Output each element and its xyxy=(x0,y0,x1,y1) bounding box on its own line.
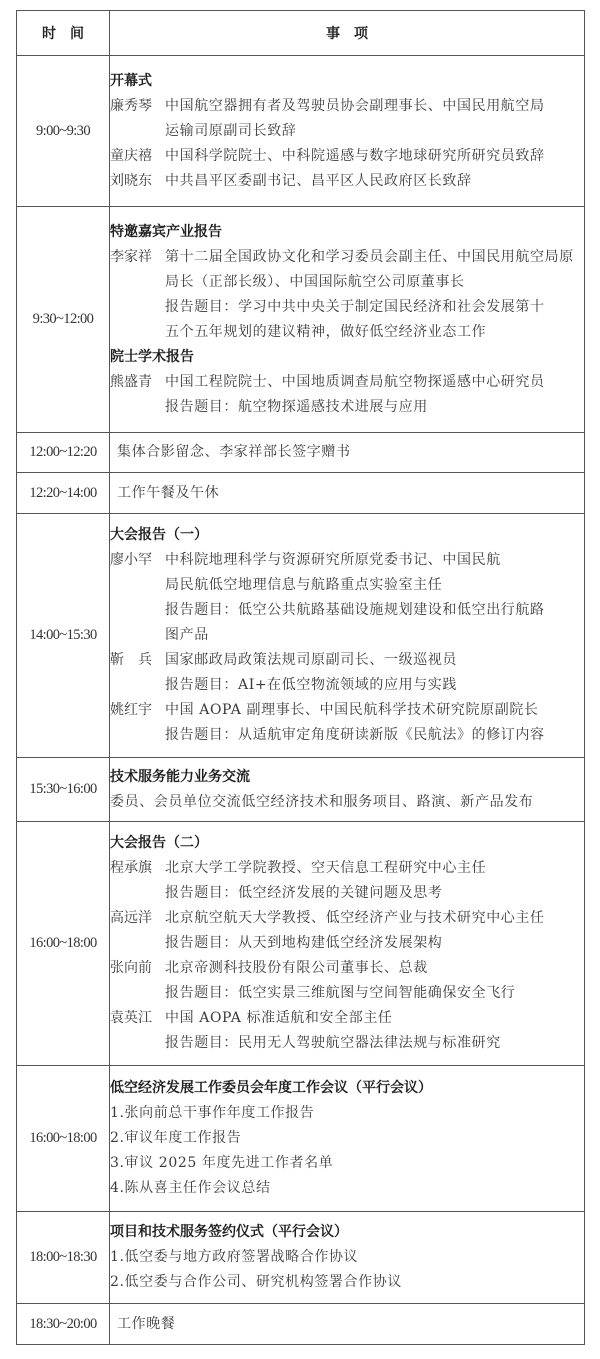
agenda-item: 2.审议年度工作报告 xyxy=(110,1130,242,1146)
speaker-entry xyxy=(110,370,584,420)
detail-line: 中国 AOPA 副理事长、中国民航科学技术研究院原副院长 xyxy=(165,702,539,718)
speaker-name: 童庆禧 xyxy=(110,147,152,164)
speaker-details xyxy=(165,906,584,956)
agenda-section xyxy=(110,831,584,1056)
item-cell xyxy=(110,1066,585,1212)
detail-line: 运输司原副司长致辞 xyxy=(165,122,297,139)
agenda-item: 委员、会员单位交流低空经济技术和服务项目、路演、新产品发布 xyxy=(110,793,534,810)
detail-line: 中国航空器拥有者及驾驶员协会副理事长、中国民用航空局 xyxy=(165,97,545,114)
table-row xyxy=(17,473,585,514)
speaker-details xyxy=(165,856,584,906)
table-row xyxy=(17,207,585,433)
agenda-item: 2.低空委与合作公司、研究机构签署合作协议 xyxy=(110,1274,402,1290)
detail-line: 北京航空航天大学教授、低空经济产业与技术研究中心主任 xyxy=(165,910,545,926)
speaker-name: 高远洋 xyxy=(110,910,152,926)
agenda-body xyxy=(17,56,585,1345)
time-cell: 9:30~12:00 xyxy=(17,207,110,433)
detail-line: 国家邮政局政策法规司原副司长、一级巡视员 xyxy=(165,652,457,668)
item-cell xyxy=(110,514,585,758)
speaker-name: 廖小罕 xyxy=(110,552,152,568)
agenda-section xyxy=(110,345,584,420)
time-cell: 16:00~18:00 xyxy=(17,1066,110,1212)
speaker-entry xyxy=(110,169,584,194)
detail-line: 报告题目：航空物探遥感技术进展与应用 xyxy=(165,398,428,415)
time-cell: 15:30~16:00 xyxy=(17,758,110,822)
speaker-name: 李家祥 xyxy=(110,248,152,265)
item-text: 集体合影留念、李家祥部长签字赠书 xyxy=(117,444,351,460)
detail-line: 北京大学工学院教授、空天信息工程研究中心主任 xyxy=(165,860,487,876)
agenda-section xyxy=(110,765,584,815)
table-row xyxy=(17,1212,585,1304)
table-row xyxy=(17,1304,585,1345)
time-cell: 16:00~18:00 xyxy=(17,822,110,1066)
detail-line: 报告题目：AI+在低空物流领域的应用与实践 xyxy=(165,677,457,693)
speaker-entry xyxy=(110,648,584,698)
item-cell xyxy=(110,433,585,473)
detail-line: 第十二届全国政协文化和学习委员会副主任、中国民用航空局原 xyxy=(165,248,574,265)
speaker-entry xyxy=(110,906,584,956)
agenda-item: 1.低空委与地方政府签署战略合作协议 xyxy=(110,1249,359,1265)
time-cell: 12:00~12:20 xyxy=(17,433,110,473)
speaker-name: 袁英江 xyxy=(110,1010,152,1026)
agenda-item: 1.张向前总干事作年度工作报告 xyxy=(110,1105,315,1121)
agenda-table xyxy=(16,10,585,1345)
section-title: 开幕式 xyxy=(110,72,152,89)
time-cell: 18:30~20:00 xyxy=(17,1304,110,1345)
agenda-section xyxy=(110,1220,584,1295)
speaker-name: 熊盛青 xyxy=(110,373,152,390)
table-row xyxy=(17,514,585,758)
speaker-name: 廉秀琴 xyxy=(110,97,152,114)
speaker-name: 姚红宇 xyxy=(110,702,152,718)
detail-line: 局长（正部长级）、中国国际航空公司原董事长 xyxy=(165,273,465,290)
speaker-entry xyxy=(110,1006,584,1056)
speaker-entry xyxy=(110,245,584,345)
section-title: 技术服务能力业务交流 xyxy=(110,768,250,785)
agenda-item: 4.陈从喜主任作会议总结 xyxy=(110,1180,271,1196)
item-cell xyxy=(110,1304,585,1345)
header-time: 时间 xyxy=(17,11,110,56)
speaker-details xyxy=(165,698,584,748)
speaker-details xyxy=(165,94,584,144)
detail-line: 报告题目：从适航审定角度研读新版《民航法》的修订内容 xyxy=(165,727,545,743)
table-row xyxy=(17,822,585,1066)
detail-line: 报告题目：低空实景三维航图与空间智能确保安全飞行 xyxy=(165,985,516,1001)
speaker-details xyxy=(165,956,584,1006)
item-cell xyxy=(110,207,585,433)
time-cell: 9:00~9:30 xyxy=(17,56,110,207)
detail-line: 报告题目：学习中共中央关于制定国民经济和社会发展第十 xyxy=(165,298,545,315)
speaker-entry xyxy=(110,698,584,748)
detail-line: 中国科学院院士、中科院遥感与数字地球研究所研究员致辞 xyxy=(165,147,545,164)
detail-line: 中科院地理科学与资源研究所原党委书记、中国民航 xyxy=(165,552,501,568)
speaker-name: 程承旗 xyxy=(110,860,152,876)
speaker-entry xyxy=(110,94,584,144)
speaker-name: 张向前 xyxy=(110,960,152,976)
section-title: 大会报告（二） xyxy=(110,835,208,851)
item-text: 工作午餐及午休 xyxy=(117,484,220,501)
detail-line: 局民航低空地理信息与航路重点实验室主任 xyxy=(165,577,443,593)
detail-line: 报告题目：从天到地构建低空经济发展架构 xyxy=(165,935,443,951)
item-cell xyxy=(110,1212,585,1304)
detail-line: 五个五年规划的建议精神，做好低空经济业态工作 xyxy=(165,323,487,340)
speaker-details xyxy=(165,169,584,194)
speaker-entry xyxy=(110,956,584,1006)
speaker-name: 靳 兵 xyxy=(110,652,152,668)
table-row xyxy=(17,56,585,207)
table-row xyxy=(17,758,585,822)
table-row xyxy=(17,433,585,473)
section-title: 低空经济发展工作委员会年度工作会议（平行会议） xyxy=(110,1080,432,1096)
time-cell: 14:00~15:30 xyxy=(17,514,110,758)
header-row xyxy=(17,11,585,56)
time-cell: 12:20~14:00 xyxy=(17,473,110,514)
detail-line: 中国工程院院士、中国地质调查局航空物探遥感中心研究员 xyxy=(165,373,545,390)
speaker-details xyxy=(165,370,584,420)
agenda-section xyxy=(110,1076,584,1201)
section-title: 院士学术报告 xyxy=(110,348,194,365)
detail-line: 报告题目：低空公共航路基础设施规划建设和低空出行航路 xyxy=(165,602,545,618)
agenda-item: 3.审议 2025 年度先进工作者名单 xyxy=(110,1155,334,1171)
detail-line: 报告题目：低空经济发展的关键问题及思考 xyxy=(165,885,443,901)
item-cell xyxy=(110,758,585,822)
table-row xyxy=(17,1066,585,1212)
speaker-entry xyxy=(110,856,584,906)
section-title: 项目和技术服务签约仪式（平行会议） xyxy=(110,1224,348,1240)
speaker-details xyxy=(165,1006,584,1056)
agenda-section xyxy=(110,523,584,748)
detail-line: 中国 AOPA 标准适航和安全部主任 xyxy=(165,1010,393,1026)
item-cell xyxy=(110,56,585,207)
speaker-name: 刘晓东 xyxy=(110,172,152,189)
agenda-section xyxy=(110,220,584,345)
speaker-details xyxy=(165,144,584,169)
section-title: 大会报告（一） xyxy=(110,527,208,543)
detail-line: 图产品 xyxy=(165,627,209,643)
speaker-entry xyxy=(110,144,584,169)
item-text: 工作晚餐 xyxy=(117,1315,176,1332)
agenda-section xyxy=(110,69,584,194)
detail-line: 中共昌平区委副书记、昌平区人民政府区长致辞 xyxy=(165,172,472,189)
detail-line: 北京帝测科技股份有限公司董事长、总裁 xyxy=(165,960,428,976)
speaker-entry xyxy=(110,548,584,648)
speaker-details xyxy=(165,648,584,698)
section-title: 特邀嘉宾产业报告 xyxy=(110,223,222,240)
detail-line: 报告题目：民用无人驾驶航空器法律法规与标准研究 xyxy=(165,1035,501,1051)
header-item: 事项 xyxy=(110,11,585,56)
item-cell xyxy=(110,473,585,514)
time-cell: 18:00~18:30 xyxy=(17,1212,110,1304)
speaker-details xyxy=(165,245,584,345)
item-cell xyxy=(110,822,585,1066)
speaker-details xyxy=(165,548,584,648)
